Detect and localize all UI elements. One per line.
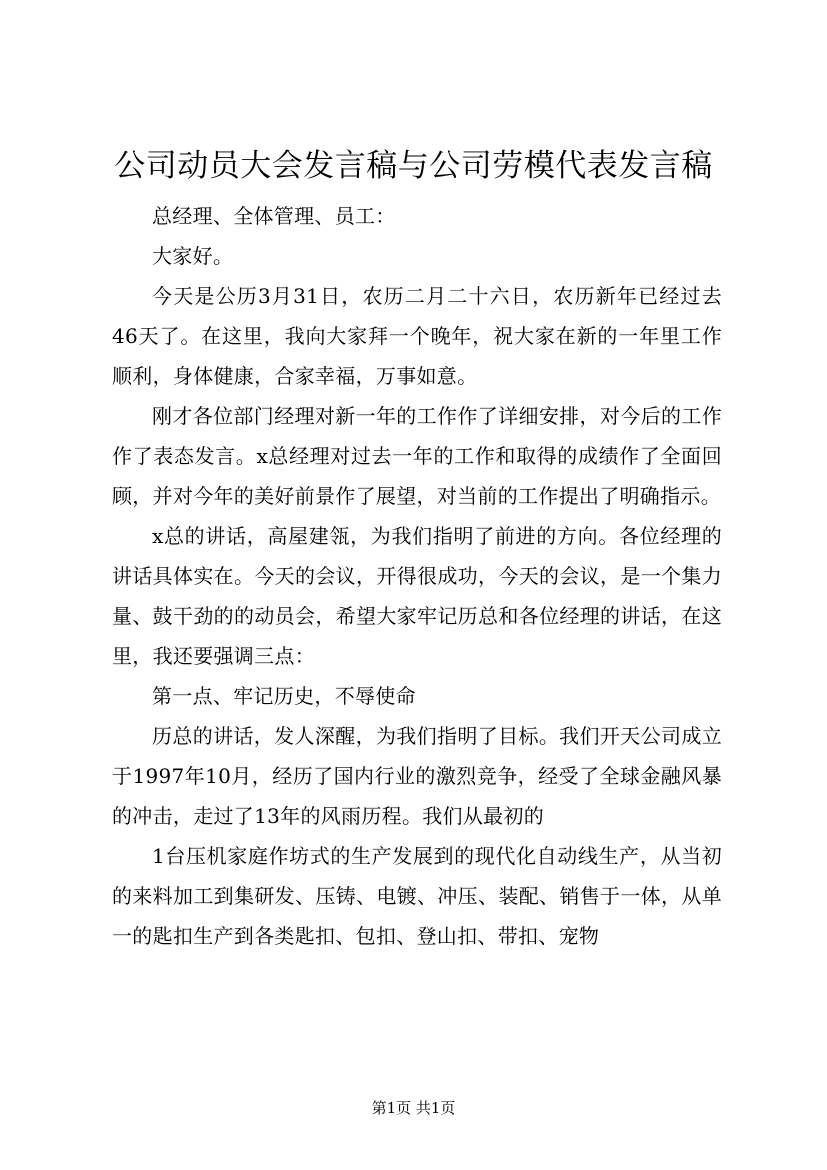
section-heading: 第一点、牢记历史，不辱使命 <box>152 684 416 708</box>
paragraph-salutation: 总经理、全体管理、员工： <box>152 204 396 228</box>
paragraph: 1台压机家庭作坊式的生产发展到的现代化自动线生产，从当初的来料加工到集研发、压铸、电镀、冲压、装配、销售于一体，从单一的匙扣生产到各类匙扣、包扣、登山扣、带扣、宠物 <box>112 844 722 948</box>
paragraph: 今天是公历3月31日，农历二月二十六日，农历新年已经过去46天了。在这里，我向大家拜一个晚年，祝大家在新的一年里工作顺利，身体健康，合家幸福，万事如意。 <box>112 284 722 388</box>
document-body <box>112 196 722 956</box>
paragraph-greeting: 大家好。 <box>152 244 234 268</box>
paragraph: 历总的讲话，发人深醒，为我们指明了目标。我们开天公司成立于1997年10月，经历了国内行业的激烈竞争，经受了全球金融风暴的冲击，走过了13年的风雨历程。我们从最初的 <box>112 724 722 828</box>
document-title: 公司动员大会发言稿与公司劳模代表发言稿 <box>114 148 713 184</box>
page-footer: 第1页 共1页 <box>371 1099 456 1117</box>
paragraph: x总的讲话，高屋建瓴，为我们指明了前进的方向。各位经理的讲话具体实在。今天的会议，开得很成功，今天的会议，是一个集力量、鼓干劲的的动员会，希望大家牢记历总和各位经理的讲话，在这里，我还要强调三点： <box>112 524 722 668</box>
paragraph: 刚才各位部门经理对新一年的工作作了详细安排，对今后的工作作了表态发言。x总经理对过去一年的工作和取得的成绩作了全面回顾，并对今年的美好前景作了展望，对当前的工作提出了明确指示。 <box>112 404 722 508</box>
